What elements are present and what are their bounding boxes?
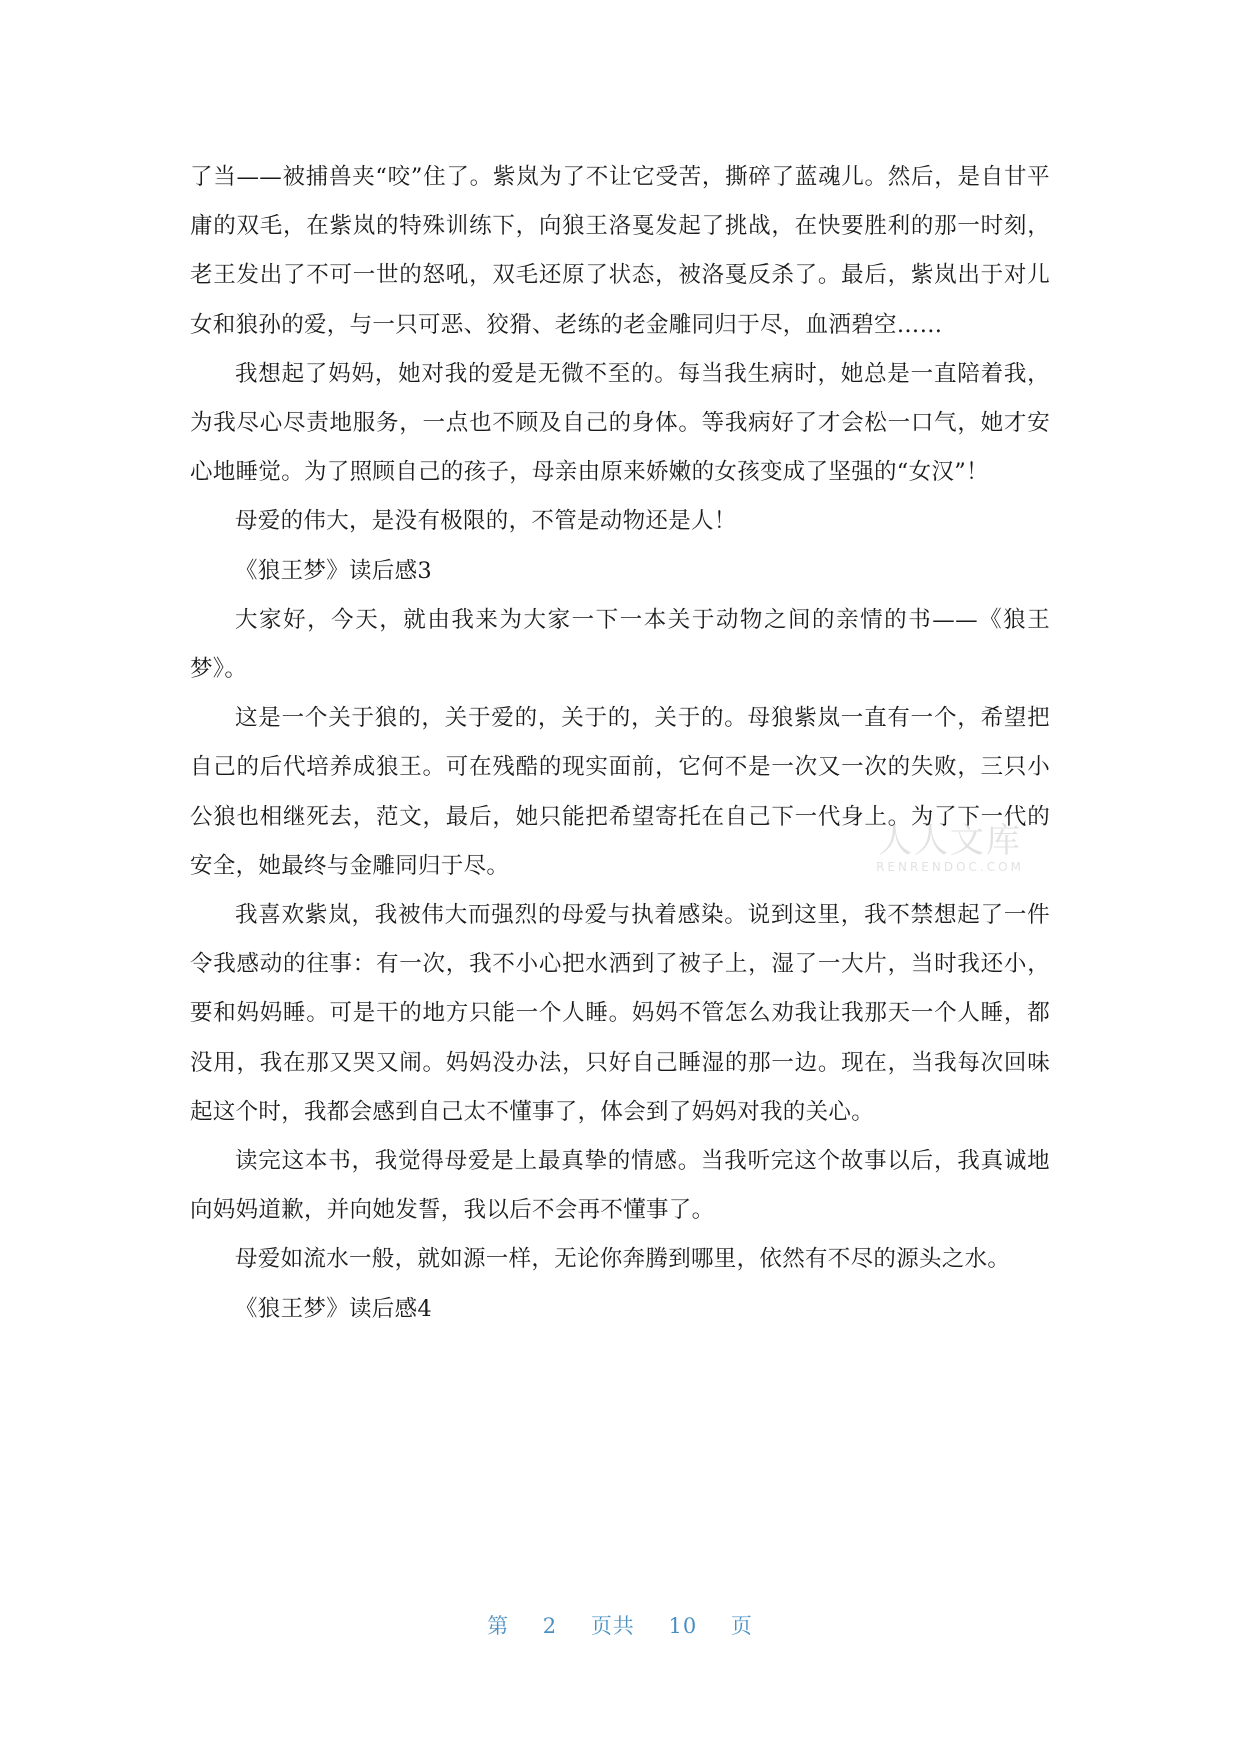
page-prefix: 第 [487, 1614, 510, 1638]
paragraph: 母爱的伟大，是没有极限的，不管是动物还是人！ [235, 508, 737, 535]
paragraph: 了当——被捕兽夹“咬”住了。紫岚为了不让它受苦，撕碎了蓝魂儿。然后，是自甘平庸的双毛，在紫岚的特殊训练下，向狼王洛戛发起了挑战，在快要胜利的那一时刻，老王发出了不可一世的怒吼，双毛还原了状态，被洛戛反杀了。最后，紫岚出于对儿女和狼孙的爱，与一只可恶、狡猾、老练的老金雕同归于尽，血洒碧空…… [190, 164, 1050, 338]
section-heading: 《狼王梦》读后感3 [235, 557, 433, 584]
paragraph: 读完这本书，我觉得母爱是上最真挚的情感。当我听完这个故事以后，我真诚地向妈妈道歉，并向她发誓，我以后不会再不懂事了。 [190, 1148, 1050, 1224]
document-body [190, 153, 1050, 1334]
section-heading: 《狼王梦》读后感4 [235, 1295, 433, 1322]
page-suffix: 页 [730, 1614, 753, 1638]
paragraph: 母爱如流水一般，就如源一样，无论你奔腾到哪里，依然有不尽的源头之水。 [235, 1246, 1011, 1273]
page-number: 2 [542, 1614, 558, 1638]
page-mid: 页共 [590, 1614, 635, 1638]
page-footer [0, 1610, 1240, 1640]
page-total: 10 [668, 1614, 698, 1638]
paragraph: 这是一个关于狼的，关于爱的，关于的，关于的。母狼紫岚一直有一个，希望把自己的后代培养成狼王。可在残酷的现实面前，它何不是一次又一次的失败，三只小公狼也相继死去，范文，最后，她只能把希望寄托在自己下一代身上。为了下一代的安全，她最终与金雕同归于尽。 [190, 705, 1050, 879]
paragraph: 我想起了妈妈，她对我的爱是无微不至的。每当我生病时，她总是一直陪着我，为我尽心尽责地服务，一点也不顾及自己的身体。等我病好了才会松一口气，她才安心地睡觉。为了照顾自己的孩子，母亲由原来娇嫩的女孩变成了坚强的“女汉”！ [190, 360, 1050, 486]
paragraph: 我喜欢紫岚，我被伟大而强烈的母爱与执着感染。说到这里，我不禁想起了一件令我感动的往事：有一次，我不小心把水洒到了被子上，湿了一大片，当时我还小，要和妈妈睡。可是干的地方只能一个人睡。妈妈不管怎么劝我让我那天一个人睡，都没用，我在那又哭又闹。妈妈没办法，只好自己睡湿的那一边。现在，当我每次回味起这个时，我都会感到自己太不懂事了，体会到了妈妈对我的关心。 [190, 902, 1050, 1125]
watermark-logo-text: 人人文库 [878, 821, 1022, 861]
paragraph: 大家好，今天，就由我来为大家一下一本关于动物之间的亲情的书——《狼王梦》。 [190, 606, 1050, 683]
watermark-sub-text: RENRENDOC.COM [876, 860, 1024, 874]
